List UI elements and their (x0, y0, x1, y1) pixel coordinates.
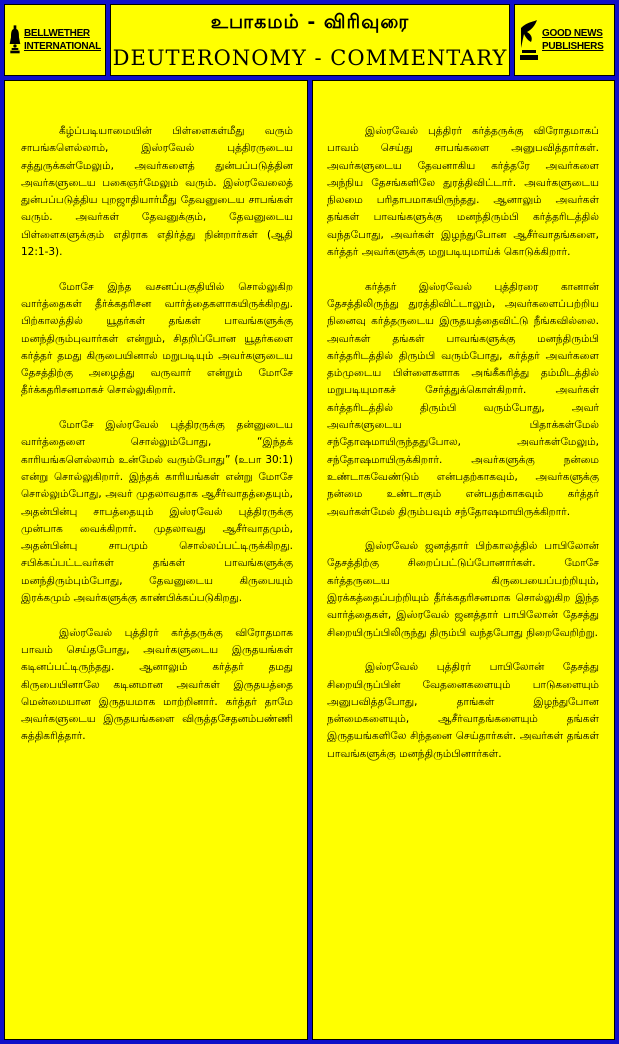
title-tamil: உபாகமம் - விரிவுரை (210, 11, 410, 33)
logo-left-text (24, 27, 101, 53)
right-paragraph-4: இஸ்ரவேல் புத்திரர் பாபிலோன் தேசத்து சிறையிருப்பின் வேதனைகளையும் பாடுகளையும் அனுபவித்தபோது, தாங்கள் இழந்துபோன நன்மைகளையும், ஆசீர்வாதங்களையும் தங்கள் இருதயங்களிலே சிந்தனை செய்தார்கள். அவர்கள் தங்கள் பாவங்களுக்கு மனந்திரும்பினார்கள். (327, 661, 599, 760)
logo-good-news (514, 4, 615, 76)
logo-right-line1: GOOD NEWS (542, 28, 603, 39)
right-paragraph-2: கர்த்தர் இஸ்ரவேல் புத்திரரை கானான் தேசத்திலிருந்து துரத்திவிட்டாலும், அவர்களைப்பற்றிய நினைவு கர்த்தருடைய இருதயத்தைவிட்டு நீங்கவில்லை. அவர்கள் தங்கள் பாவங்களுக்கு மனந்திரும்பி கர்த்தரிடத்தில் திரும்பி வரும்போது, கர்த்தர் அவர்களை தம்முடைய பிள்ளைகளாக அங்கீகரித்து தம்மிடத்தில் மறுபடியுமாகச் சேர்த்துக்கொள்கிறார். அவர்கள் கர்த்தரிடத்தில் திரும்பி வரும்போது, அவர் அவர்களுடைய பிதாக்கள்மேல் சந்தோஷமாயிருந்ததுபோல, அவர்கள்மேலும், சந்தோஷமாயிருக்கிறார். அவர்களுக்கு நன்மை உண்டாகவேண்டும் என்பதற்காகவும், அவர்களுக்கு நன்மை உண்டாகும் என்பதற்காகவும் கர்த்தர் அவர்கள்மேல் திரும்பவும் சந்தோஷமாயிருக்கிறார். (327, 280, 599, 518)
logo-left-line1: BELLWETHER (23, 28, 90, 39)
right-paragraph-3: இஸ்ரவேல் ஜனத்தார் பிற்காலத்தில் பாபிலோன் தேசத்திற்கு சிறைப்பட்டுப்போனார்கள். மோசே கர்த்தருடைய கிருபையைப்பற்றியும், இரக்கத்தைப்பற்றியும் தீர்க்கதரிசனமாக சொல்லுகிற இந்த வார்த்தைகள், இஸ்ரவேல் ஜனத்தார் பாபிலோன் தேசத்து சிறையிருப்பிலிருந்து திரும்பி வந்தபோது நிறைவேறிற்று. (327, 540, 599, 639)
left-paragraph-3: மோசே இஸ்ரவேல் புத்திரருக்கு தன்னுடைய வார்த்தைளை சொல்லும்போது, “இந்தக் காரியங்களெல்லாம் உன்மேல் வரும்போது” (உபா 30:1) என்று சொல்லுகிறார். இந்தக் காரியங்கள் என்று மோசே சொல்லும்போது, அவர் முதலாவதாக ஆசீர்வாதத்தையும், அதன்பின்பு சாபத்தையும் இஸ்ரவேல் புத்திரருக்கு முன்பாக வைக்கிறார். முதலாவது ஆசீர்வாதமும், அதன்பின்பு சாபமும் சொல்லப்பட்டிருக்கிறது. சபிக்கப்பட்டவர்கள் தங்கள் பாவங்களுக்கு மனந்திரும்பும்போது, தேவனுடைய கிருபையும் இரக்கமும் அவர்களுக்கு காண்பிக்கப்படுகிறது. (21, 419, 293, 605)
left-column (4, 80, 308, 1040)
logo-bellwether (4, 4, 106, 76)
bell-icon (9, 18, 21, 62)
logo-right-text (542, 27, 603, 53)
left-paragraph-4: இஸ்ரவேல் புத்திரர் கர்த்தருக்கு விரோதமாக பாவம் செய்தபோது, அவர்களுடைய இருதயங்கள் கடினப்பட்டிருந்தது. ஆனாலும் கர்த்தர் தமது கிருபையினாலே கடினமான அவர்கள் இருதயத்தை மென்மையான இருதயமாக மாற்றினார். கர்த்தர் தாமே அவர்களுடைய இருதயங்களை விருத்தசேதனம்பண்ணி சுத்திகரித்தார். (21, 626, 293, 743)
right-column (312, 80, 615, 1040)
header-title-box (110, 4, 510, 76)
right-paragraph-1: இஸ்ரவேல் புத்திரர் கர்த்தருக்கு விரோதமாகப் பாவம் செய்து சாபங்களை அனுபவித்தார்கள். அவர்களுடைய தேவனாகிய கர்த்தரே அவர்களை அந்நிய தேசங்களிலே துரத்திவிட்டார். அவர்களுடைய நிலமை பரிதாபமாகயிருந்தது. ஆனாலும் அவர்கள் தங்கள் பாவங்களுக்கு மனந்திரும்பி கர்த்தரிடத்தில் வந்தபோது, அவர்கள் இழந்துபோன ஆசீர்வாதங்களை, கர்த்தர் அவர்களுக்கு மறுபடியுமாய்க் கொடுக்கிறார். (327, 125, 599, 259)
logo-right-line2: PUBLISHERS (542, 41, 604, 52)
left-paragraph-1: கீழ்ப்படியாமையின் பிள்ளைகள்மீது வரும் சாபங்களெல்லாம், இஸ்ரவேல் புத்திரருடைய சத்துருக்கள்மேலும், அவர்களைத் துன்பப்படுத்தின அவர்களுடைய பகைஞர்மேலும் வரும். இஸ்ரவேலைத் துன்பப்படுத்திய புறஜாதியார்மீது தேவனுடைய சாபங்கள் வரும். அவர்கள் தேவனுக்கும், தேவனுடைய பிள்ளைகளுக்கும் எதிராக எதிர்த்து நின்றார்கள் (ஆதி 12:1-3). (21, 125, 293, 259)
dove-icon (519, 18, 539, 62)
title-english: DEUTERONOMY - COMMENTARY (112, 46, 508, 70)
logo-left-line2: INTERNATIONAL (23, 41, 101, 52)
left-paragraph-2: மோசே இந்த வசனப்பகுதியில் சொல்லுகிற வார்த்தைகள் தீர்க்கதரிசன வார்த்தைகளாகயிருக்கிறது. பிற்காலத்தில் யூதர்கள் தங்கள் பாவங்களுக்கு மனந்திரும்புவார்கள் என்றும், சிதறிப்போன யூதர்களை கர்த்தர் தமது கிருபையினால் மறுபடியும் அவர்களுடைய தேசத்திற்கு அழைத்து வருவார் என்றும் மோசே தீர்க்கதரிசனமாகச் சொல்லுகிறார். (21, 280, 293, 397)
